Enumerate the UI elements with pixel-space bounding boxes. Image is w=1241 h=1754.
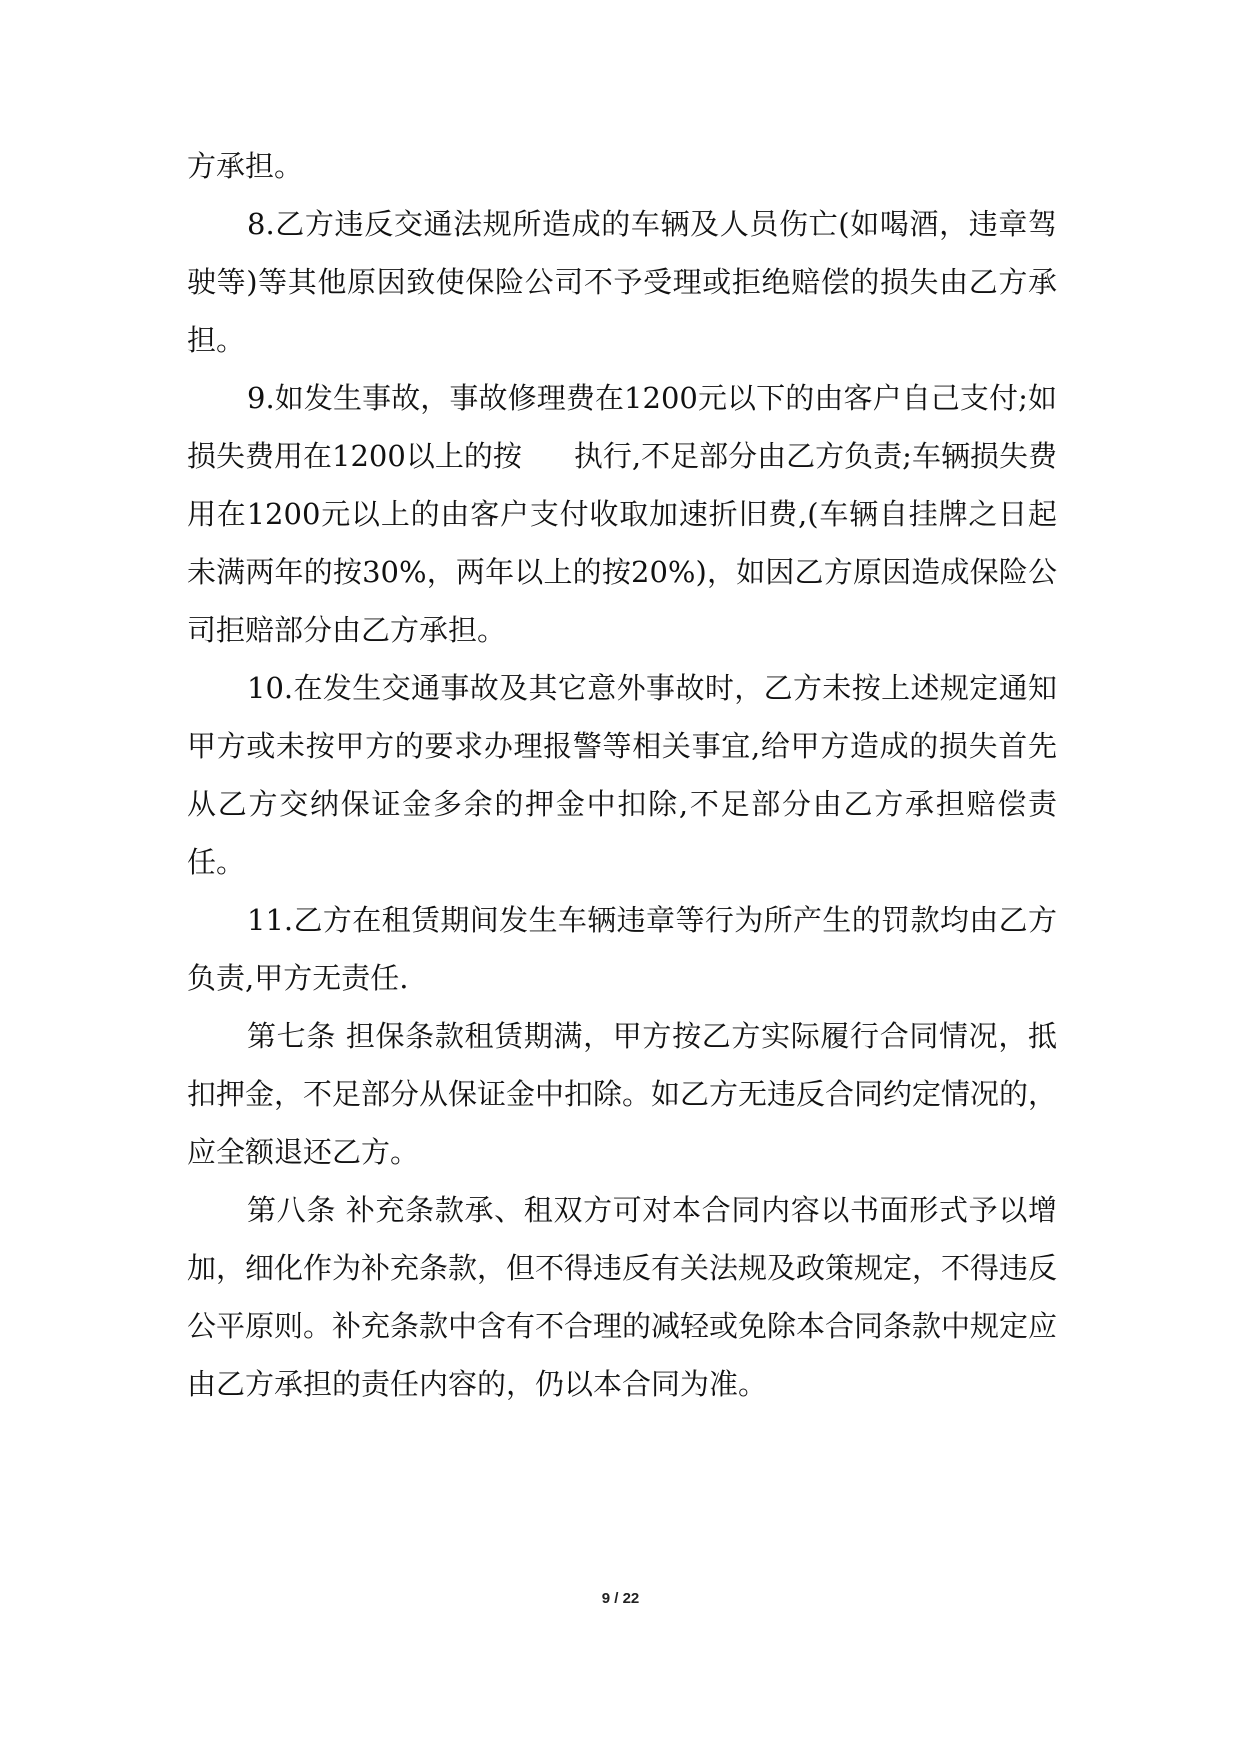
paragraph-item-11: 11.乙方在租赁期间发生车辆违章等行为所产生的罚款均由乙方负责,甲方无责任. <box>187 903 1057 995</box>
paragraph-item-9 <box>187 369 1057 659</box>
page-number: 9 / 22 <box>601 1590 640 1607</box>
item-9-text-part-2: 执行,不足部分由乙方负责;车辆损失费用在1200元以上的由客户支付收取加速折旧费,(车辆自挂牌之日起未满两年的按30%，两年以上的按20%)，如因乙方原因造成保险公司拒赔部分由乙方承担。 <box>187 439 1057 647</box>
paragraph-article-8: 第八条 补充条款承、租双方可对本合同内容以书面形式予以增加，细化作为补充条款，但不得违反有关法规及政策规定，不得违反公平原则。补充条款中含有不合理的减轻或免除本合同条款中规定应由乙方承担的责任内容的，仍以本合同为准。 <box>187 1193 1058 1401</box>
paragraph-item-8: 8.乙方违反交通法规所造成的车辆及人员伤亡(如喝酒，违章驾驶等)等其他原因致使保险公司不予受理或拒绝赔偿的损失由乙方承担。 <box>187 207 1057 357</box>
paragraph-article-7: 第七条 担保条款租赁期满，甲方按乙方实际履行合同情况，抵扣押金，不足部分从保证金中扣除。如乙方无违反合同约定情况的，应全额退还乙方。 <box>187 1019 1058 1169</box>
paragraph-item-10: 10.在发生交通事故及其它意外事故时，乙方未按上述规定通知甲方或未按甲方的要求办理报警等相关事宜,给甲方造成的损失首先从乙方交纳保证金多余的押金中扣除,不足部分由乙方承担赔偿责任。 <box>187 671 1057 879</box>
paragraph-continuation: 方承担。 <box>187 149 304 183</box>
item-9-text-part-1: 9.如发生事故，事故修理费在1200元以下的由客户自己支付;如损失费用在1200以上的按 <box>187 381 1057 473</box>
